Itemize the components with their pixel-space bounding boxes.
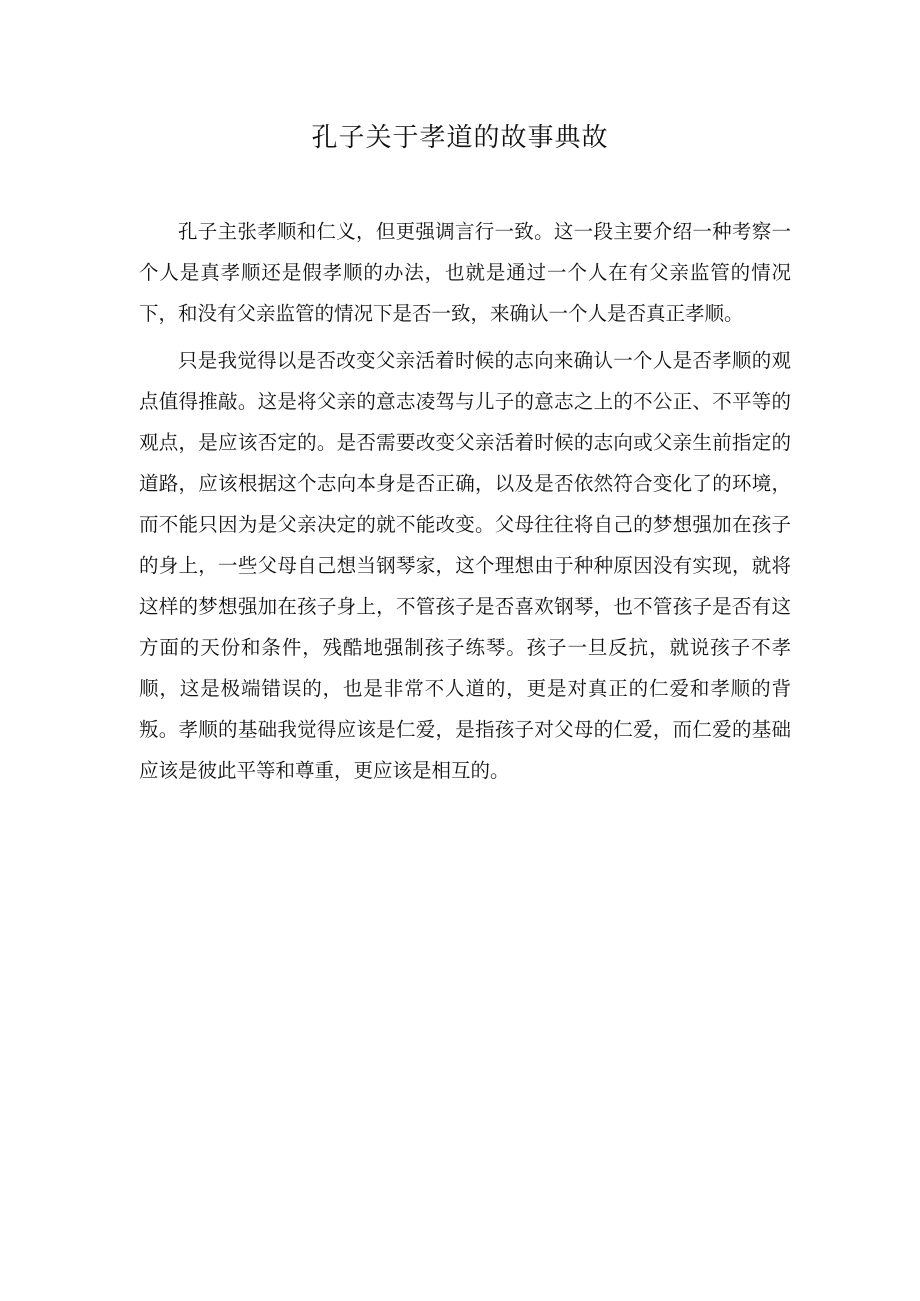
paragraph-1: 孔子主张孝顺和仁义，但更强调言行一致。这一段主要介绍一种考察一个人是真孝顺还是假孝顺的办法，也就是通过一个人在有父亲监管的情况下，和没有父亲监管的情况下是否一致，来确认一个人是否真正孝顺。 [139,220,791,325]
document-title: 孔子关于孝道的故事典故 [311,123,609,153]
document-body [139,211,791,791]
paragraph-2: 只是我觉得以是否改变父亲活着时候的志向来确认一个人是否孝顺的观点值得推敲。这是将父亲的意志凌驾与儿子的意志之上的不公正、不平等的观点，是应该否定的。是否需要改变父亲活着时候的志向或父亲生前指定的道路，应该根据这个志向本身是否正确，以及是否依然符合变化了的环境，而不能只因为是父亲决定的就不能改变。父母往往将自己的梦想强加在孩子的身上，一些父母自己想当钢琴家，这个理想由于种种原因没有实现，就将这样的梦想强加在孩子身上，不管孩子是否喜欢钢琴，也不管孩子是否有这方面的天份和条件，残酷地强制孩子练琴。孩子一旦反抗，就说孩子不孝顺，这是极端错误的，也是非常不人道的，更是对真正的仁爱和孝顺的背叛。孝顺的基础我觉得应该是仁爱，是指孩子对父母的仁爱，而仁爱的基础应该是彼此平等和尊重，更应该是相互的。 [139,349,791,782]
